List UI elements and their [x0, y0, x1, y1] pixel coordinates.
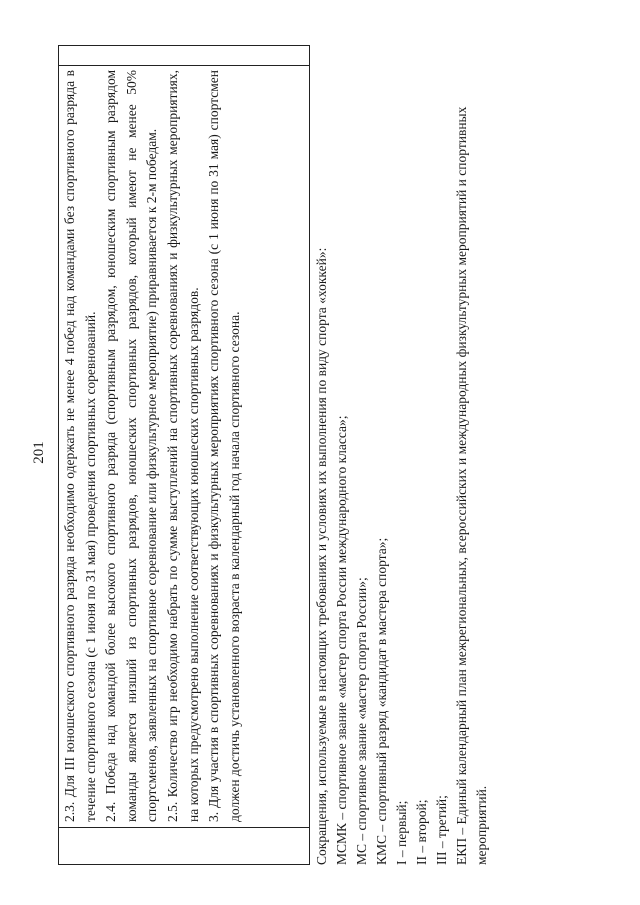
table-cell-text	[60, 70, 245, 822]
table-column-right	[59, 46, 309, 64]
paragraph-3: 3. Для участия в спортивных соревнованиях и физкультурных мероприятиях спортивного сезона (с 1 июня по 31 мая) спортсмен должен достичь установленного возраста в календарный год начала спортивного сезона.	[206, 70, 242, 822]
paragraph-2-4: 2.4. Победа над командой более высокого спортивного разряда (спортивным разрядом, юношеским спортивным разрядом команды является низший из спортивных разрядов, юношеских спортивных разрядов, который имеют не менее 50% спортсменов, заявленных на спортивное соревнование или физкультурное мероприятие) приравнивается к 2-м победам.	[103, 70, 160, 822]
rotated-page	[30, 30, 620, 875]
requirements-table	[58, 45, 310, 865]
paragraph-2-5: 2.5. Количество игр необходимо набрать по сумме выступлений на спортивных соревнованиях и физкультурных мероприятиях, на которых предусмотрено выполнение соответствующих юношеских спортивных разрядов.	[164, 70, 201, 822]
note-item: I – первый;	[394, 800, 409, 865]
note-item: МСМК – спортивное звание «мастер спорта России международного класса»;	[334, 415, 349, 865]
note-item: II – второй;	[414, 799, 429, 865]
notes-heading: Сокращения, используемые в настоящих требованиях и условиях их выполнения по виду спорта «хоккей»:	[314, 247, 329, 865]
paragraph-2-3: 2.3. Для III юношеского спортивного разряда необходимо одержать не менее 4 побед над командами без спортивного разряда в течение спортивного сезона (с 1 июня по 31 мая) проведения спортивных соревнований.	[62, 70, 98, 822]
note-item: МС – спортивное звание «мастер спорта России»;	[354, 577, 369, 865]
note-item: III – третий;	[434, 795, 449, 865]
table-column-text	[59, 65, 309, 827]
table-column-left	[59, 827, 309, 864]
abbreviations-notes	[312, 65, 492, 865]
note-item: КМС – спортивный разряд «кандидат в мастера спорта»;	[374, 537, 389, 865]
page-number: 201	[31, 441, 47, 464]
note-item: ЕКП – Единый календарный план межрегиональных, всероссийских и международных физкультурных мероприятий и спортивных мероприятий.	[454, 106, 489, 865]
